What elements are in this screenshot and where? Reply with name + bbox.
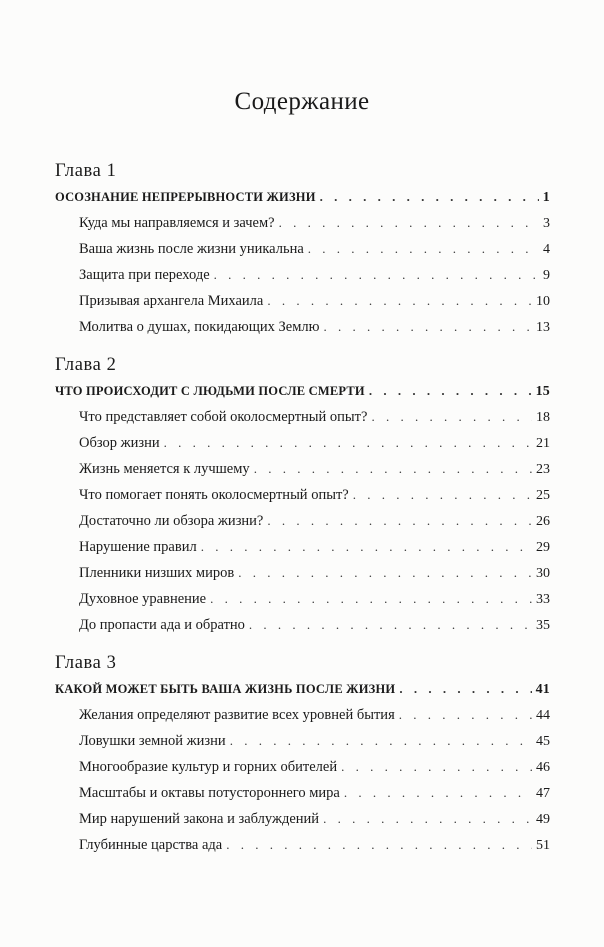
chapter-1 bbox=[55, 158, 550, 340]
page-title: Содержание bbox=[234, 88, 370, 115]
dot-leader bbox=[371, 404, 532, 430]
toc-entry[interactable] bbox=[55, 560, 550, 586]
toc-entry[interactable] bbox=[55, 754, 550, 780]
toc-entry-text: До пропасти ада и обратно bbox=[79, 617, 245, 633]
toc-page-number: 1 bbox=[542, 190, 550, 205]
toc-page-number: 35 bbox=[536, 618, 550, 633]
toc-entry-text: Жизнь меняется к лучшему bbox=[79, 461, 250, 477]
toc-page-number: 15 bbox=[535, 384, 550, 399]
toc-chapter-heading[interactable] bbox=[55, 378, 550, 404]
toc-page-number: 3 bbox=[543, 216, 550, 231]
toc-page-number: 10 bbox=[536, 294, 550, 309]
toc-entry-text: Духовное уравнение bbox=[79, 591, 207, 607]
toc-entry-text: Ловушки земной жизни bbox=[79, 733, 226, 749]
toc-entry[interactable] bbox=[55, 456, 550, 482]
toc-entry-text: Куда мы направляемся и зачем? bbox=[79, 215, 275, 231]
toc-chapter-heading[interactable] bbox=[55, 184, 550, 210]
dot-leader bbox=[267, 288, 532, 314]
toc-entry-text: Мир нарушений закона и заблуждений bbox=[79, 811, 320, 827]
toc-page-number: 46 bbox=[536, 760, 550, 775]
chapter-label: Глава 3 bbox=[55, 653, 117, 673]
dot-leader bbox=[279, 210, 539, 236]
toc-entry-text: Обзор жизни bbox=[79, 435, 160, 451]
dot-leader bbox=[341, 754, 532, 780]
dot-leader bbox=[323, 314, 532, 340]
toc-entry-text: Призывая архангела Михаила bbox=[79, 293, 264, 309]
dot-leader bbox=[399, 702, 532, 728]
toc-entry[interactable] bbox=[55, 728, 550, 754]
toc-entry-text: Пленники низших миров bbox=[79, 565, 235, 581]
chapter-label: Глава 1 bbox=[55, 161, 117, 181]
dot-leader bbox=[254, 456, 532, 482]
toc-entry[interactable] bbox=[55, 482, 550, 508]
toc-entry-text: Что представляет собой околосмертный опыт? bbox=[79, 409, 368, 425]
toc-page-number: 4 bbox=[543, 242, 550, 257]
toc-page-number: 44 bbox=[536, 708, 550, 723]
toc-page-number: 26 bbox=[536, 514, 550, 529]
toc-heading-text: КАКОЙ МОЖЕТ БЫТЬ ВАША ЖИЗНЬ ПОСЛЕ ЖИЗНИ bbox=[55, 682, 396, 696]
toc-entry[interactable] bbox=[55, 780, 550, 806]
toc-entry[interactable] bbox=[55, 210, 550, 236]
toc-page-number: 23 bbox=[536, 462, 550, 477]
toc-page-number: 49 bbox=[536, 812, 550, 827]
dot-leader bbox=[210, 586, 532, 612]
dot-leader bbox=[344, 780, 532, 806]
dot-leader bbox=[308, 236, 539, 262]
dot-leader bbox=[201, 534, 532, 560]
toc-page-number: 33 bbox=[536, 592, 550, 607]
toc-page-number: 30 bbox=[536, 566, 550, 581]
dot-leader bbox=[369, 378, 532, 404]
dot-leader bbox=[238, 560, 532, 586]
toc-page-number: 45 bbox=[536, 734, 550, 749]
toc-heading-text: ЧТО ПРОИСХОДИТ С ЛЮДЬМИ ПОСЛЕ СМЕРТИ bbox=[55, 384, 365, 398]
dot-leader bbox=[353, 482, 532, 508]
chapter-label: Глава 2 bbox=[55, 355, 117, 375]
toc-heading-text: ОСОЗНАНИЕ НЕПРЕРЫВНОСТИ ЖИЗНИ bbox=[55, 190, 316, 204]
toc-page-number: 18 bbox=[536, 410, 550, 425]
dot-leader bbox=[226, 832, 532, 858]
toc-entry[interactable] bbox=[55, 806, 550, 832]
toc-page-number: 41 bbox=[535, 682, 550, 697]
toc-entry[interactable] bbox=[55, 236, 550, 262]
toc-entry[interactable] bbox=[55, 534, 550, 560]
dot-leader bbox=[230, 728, 532, 754]
toc-chapter-heading[interactable] bbox=[55, 676, 550, 702]
dot-leader bbox=[320, 184, 539, 210]
toc-page-number: 47 bbox=[536, 786, 550, 801]
toc-entry-text: Глубинные царства ада bbox=[79, 837, 223, 853]
toc-page-number: 25 bbox=[536, 488, 550, 503]
toc-page-number: 51 bbox=[536, 838, 550, 853]
dot-leader bbox=[249, 612, 532, 638]
toc-entry[interactable] bbox=[55, 702, 550, 728]
toc-entry-text: Нарушение правил bbox=[79, 539, 197, 555]
toc-entry-text: Масштабы и октавы потустороннего мира bbox=[79, 785, 340, 801]
dot-leader bbox=[267, 508, 532, 534]
toc-entry[interactable] bbox=[55, 288, 550, 314]
dot-leader bbox=[164, 430, 532, 456]
toc-page-number: 9 bbox=[543, 268, 550, 283]
toc-entry[interactable] bbox=[55, 314, 550, 340]
toc-entry-text: Желания определяют развитие всех уровней бытия bbox=[79, 707, 395, 723]
dot-leader bbox=[214, 262, 539, 288]
toc-entry-text: Что помогает понять околосмертный опыт? bbox=[79, 487, 349, 503]
chapter-2 bbox=[55, 352, 550, 638]
chapter-3 bbox=[55, 650, 550, 858]
toc-page-number: 13 bbox=[536, 320, 550, 335]
toc-entry-text: Ваша жизнь после жизни уникальна bbox=[79, 241, 304, 257]
toc-entry-text: Многообразие культур и горних обителей bbox=[79, 759, 338, 775]
toc-entry[interactable] bbox=[55, 430, 550, 456]
toc-entry[interactable] bbox=[55, 404, 550, 430]
dot-leader bbox=[323, 806, 532, 832]
toc-entry-text: Молитва о душах, покидающих Землю bbox=[79, 319, 320, 335]
toc-entry-text: Защита при переходе bbox=[79, 267, 210, 283]
toc-entry[interactable] bbox=[55, 612, 550, 638]
toc-entry[interactable] bbox=[55, 832, 550, 858]
toc-entry[interactable] bbox=[55, 586, 550, 612]
toc-page-number: 29 bbox=[536, 540, 550, 555]
toc-entry[interactable] bbox=[55, 262, 550, 288]
toc-page-number: 21 bbox=[536, 436, 550, 451]
toc-entry[interactable] bbox=[55, 508, 550, 534]
dot-leader bbox=[399, 676, 531, 702]
toc-entry-text: Достаточно ли обзора жизни? bbox=[79, 513, 264, 529]
